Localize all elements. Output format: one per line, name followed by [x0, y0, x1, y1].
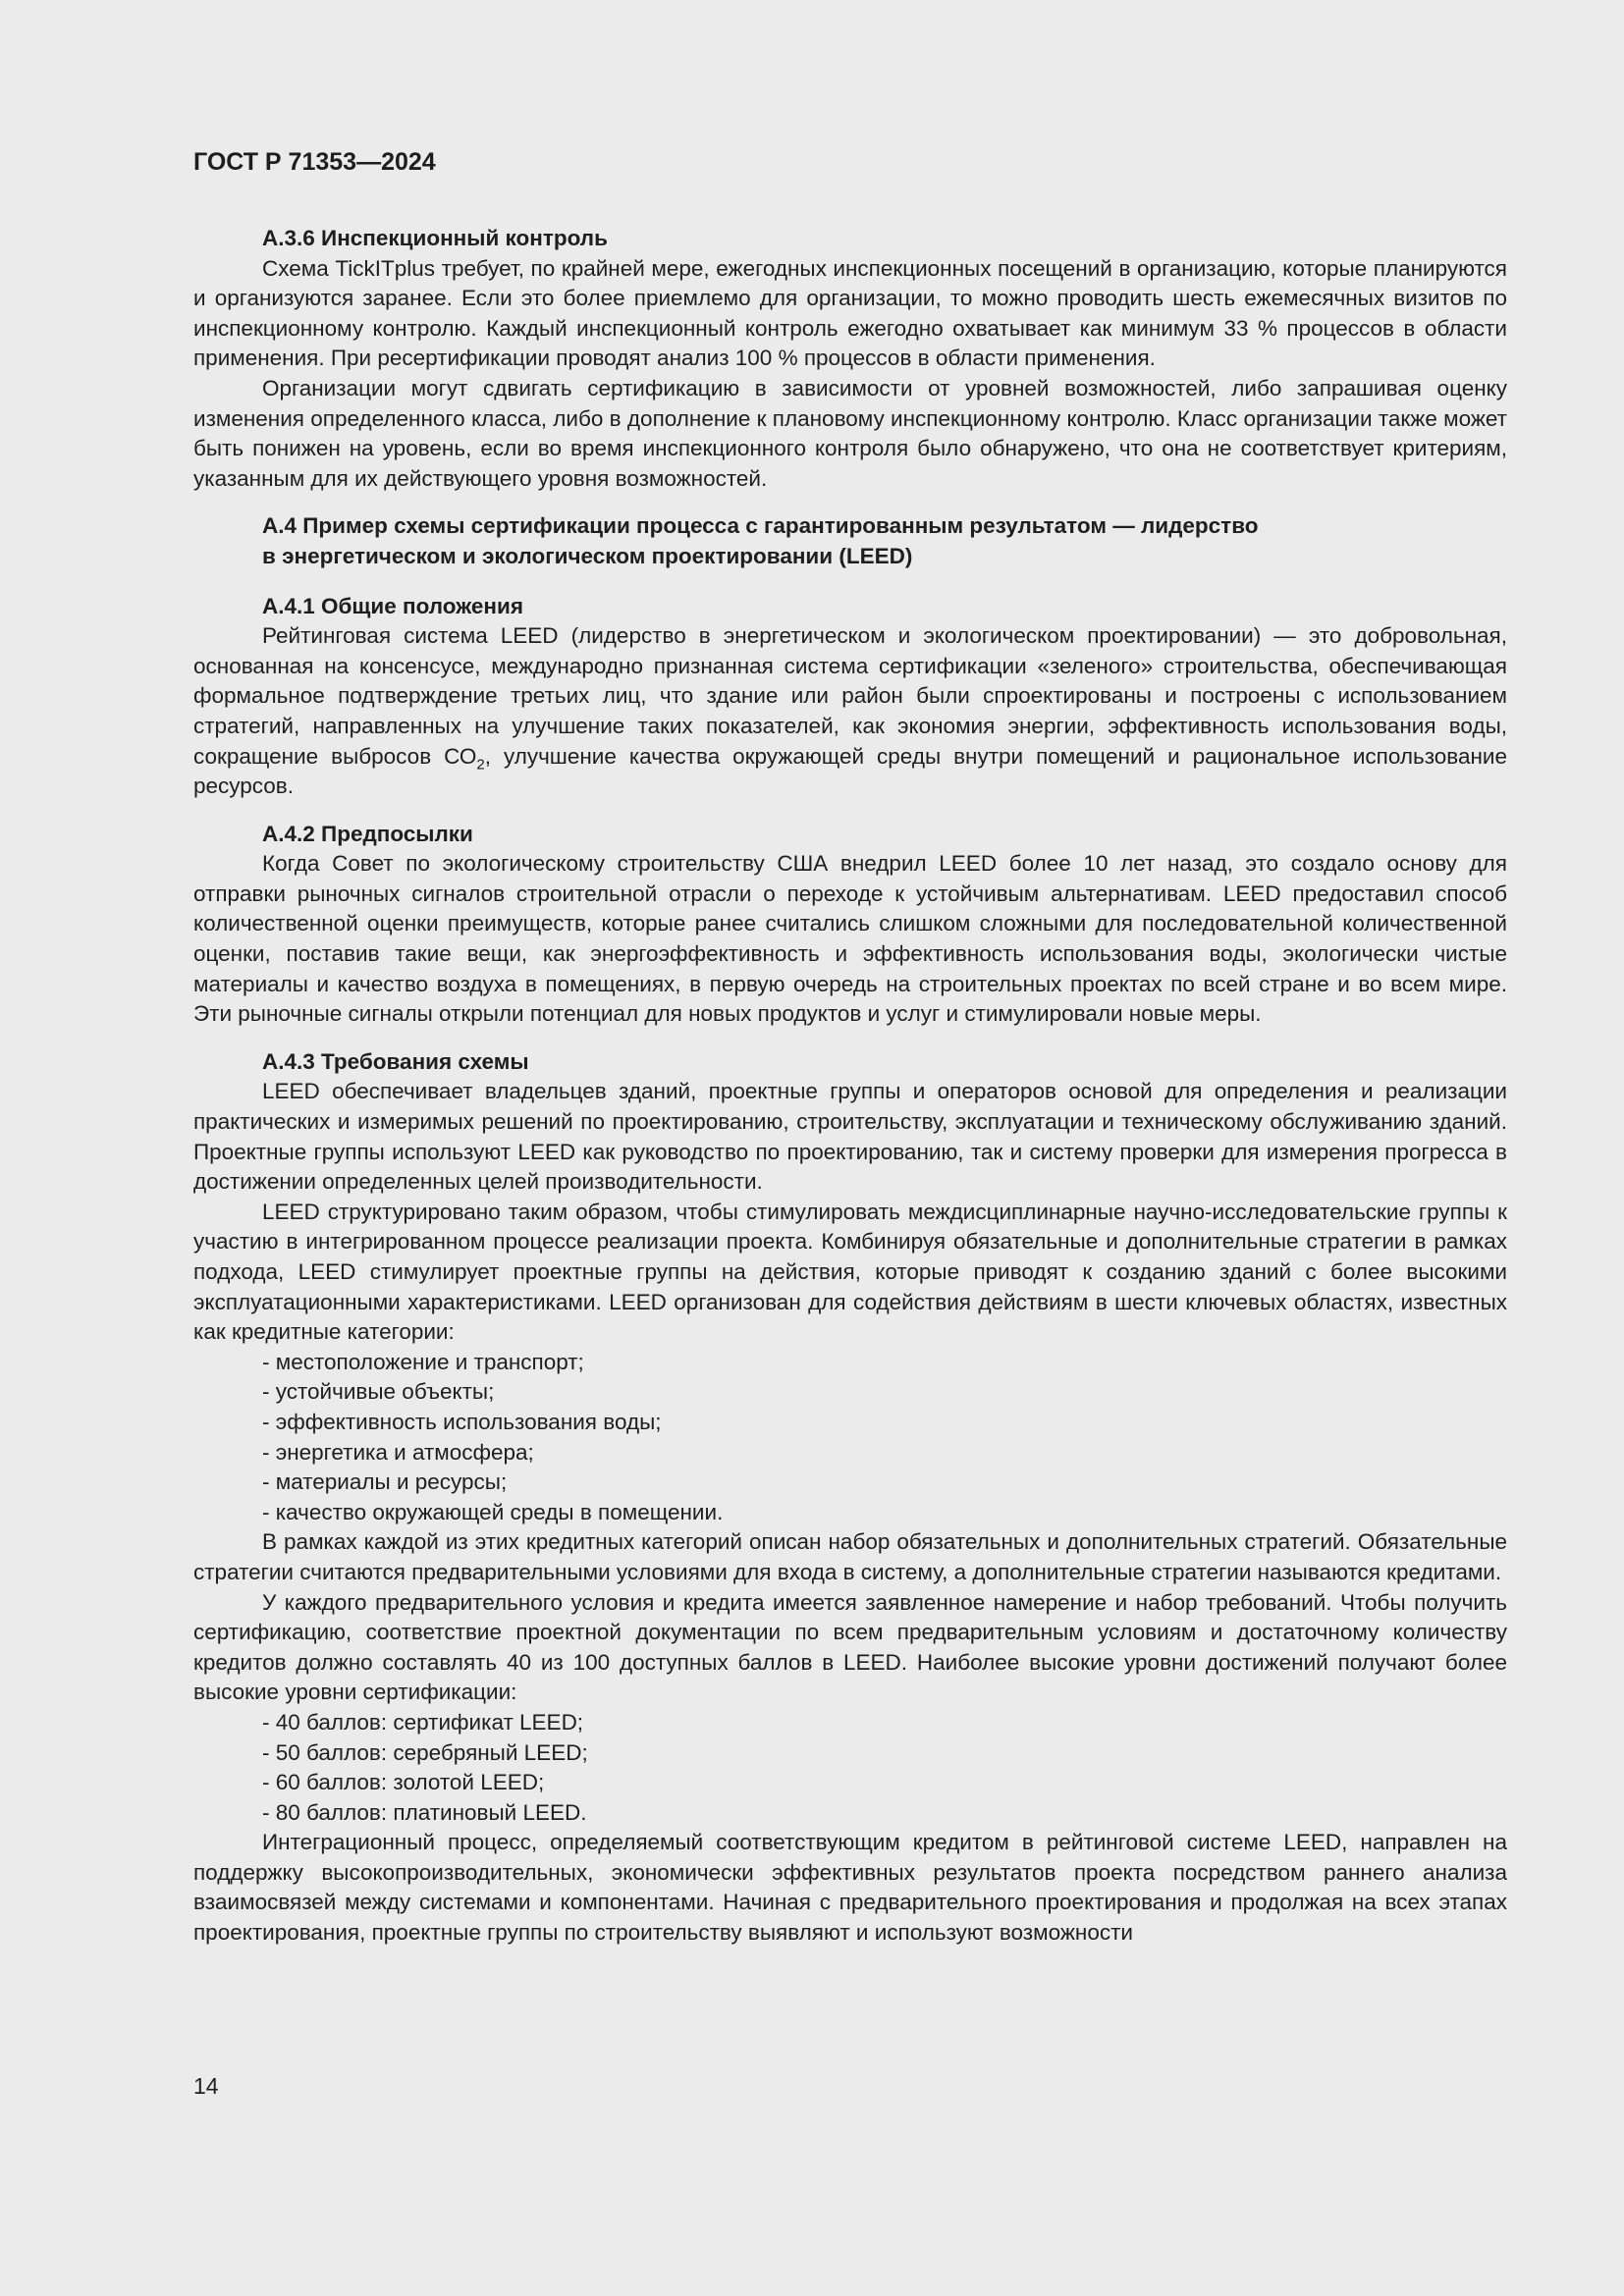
section-a4-title-line2: в энергетическом и экологическом проектировании (LEED)	[262, 543, 913, 568]
section-a4	[193, 511, 1507, 571]
list-item: - эффективность использования воды;	[262, 1409, 662, 1434]
paragraph-text: , улучшение качества окружающей среды внутри помещений и рациональное использование ресурсов.	[193, 743, 1507, 799]
list-item: - местоположение и транспорт;	[262, 1349, 584, 1374]
list-item: - 80 баллов: платиновый LEED.	[262, 1799, 587, 1825]
list-item: - 40 баллов: сертификат LEED;	[262, 1709, 584, 1735]
paragraph: Когда Совет по экологическому строительству США внедрил LEED более 10 лет назад, это создало основу для отправки рыночных сигналов строительной отрасли о переходе к устойчивым альтернативам. LEED предоставил способ количественной оценки преимуществ, которые ранее считались слишком сложными для последовательной количественной оценки, поставив такие вещи, как энергоэффективность и эффективность использования воды, экологически чистые материалы и качество воздуха в помещениях, в первую очередь на строительных проектах по всей стране и во всем мире. Эти рыночные сигналы открыли потенциал для новых продуктов и услуг и стимулировали новые меры.	[193, 851, 1507, 1027]
section-a41-title: А.4.1 Общие положения	[262, 593, 523, 618]
section-a42-title: А.4.2 Предпосылки	[262, 821, 473, 846]
section-a43	[193, 1047, 1507, 1949]
certification-levels-list	[193, 1708, 1507, 1828]
list-item: - материалы и ресурсы;	[262, 1469, 508, 1495]
paragraph: LEED обеспечивает владельцев зданий, проектные группы и операторов основой для определения и реализации практических и измеримых решений по проектированию, строительству, эксплуатации и техническому обслуживанию зданий. Проектные группы используют LEED как руководство по проектированию, так и систему проверки для измерения прогресса в достижении определенных целей производительности.	[193, 1079, 1507, 1195]
section-a43-title: А.4.3 Требования схемы	[262, 1048, 529, 1074]
page-number: 14	[193, 2073, 219, 2099]
subscript: 2	[476, 756, 485, 773]
list-item: - энергетика и атмосфера;	[262, 1439, 534, 1465]
list-item: - устойчивые объекты;	[262, 1379, 495, 1405]
list-item: - 60 баллов: золотой LEED;	[262, 1770, 545, 1795]
paragraph: У каждого предварительного условия и кредита имеется заявленное намерение и набор требований. Чтобы получить сертификацию, соответствие проектной документации по всем предварительным условиям и достаточному количеству кредитов должно составлять 40 из 100 доступных баллов в LEED. Наиболее высокие уровни достижений получают более высокие уровни сертификации:	[193, 1589, 1507, 1705]
paragraph: LEED структурировано таким образом, чтобы стимулировать междисциплинарные научно-исследовательские группы к участию в интегрированном процессе реализации проекта. Комбинируя обязательные и дополнительные стратегии в рамках подхода, LEED стимулирует проектные группы на действия, которые приводят к созданию зданий с более высокими эксплуатационными характеристиками. LEED организован для содействия действиям в шести ключевых областях, известных как кредитные категории:	[193, 1199, 1507, 1345]
credit-categories-list	[193, 1348, 1507, 1528]
document-page	[193, 147, 1507, 1966]
document-code-header: ГОСТ Р 71353—2024	[193, 148, 436, 176]
paragraph: Схема TickITplus требует, по крайней мере, ежегодных инспекционных посещений в организацию, которые планируются и организуются заранее. Если это более приемлемо для организации, то можно проводить шесть ежемесячных визитов по инспекционному контролю. Каждый инспекционный контроль ежегодно охватывает как минимум 33 % процессов в области применения. При ресертификации проводят анализ 100 % процессов в области применения.	[193, 255, 1507, 371]
section-a36	[193, 224, 1507, 494]
paragraph: Интеграционный процесс, определяемый соответствующим кредитом в рейтинговой системе LEED, направлен на поддержку высокопроизводительных, экономически эффективных результатов проекта посредством раннего анализа взаимосвязей между системами и компонентами. Начиная с предварительного проектирования и продолжая на всех этапах проектирования, проектные группы по строительству выявляют и используют возможности	[193, 1830, 1507, 1946]
section-a4-title-line1: А.4 Пример схемы сертификации процесса с гарантированным результатом — лидерство	[262, 513, 1259, 539]
paragraph-text: Рейтинговая система LEED (лидерство в энергетическом и экологическом проектировании) — это добровольная, основанная на консенсусе, международно признанная система сертификации «зеленого» строительства, обеспечивающая формальное подтверждение третьих лиц, что здание или район были спроектированы и построены с использованием стратегий, направленных на улучшение таких показателей, как экономия энергии, эффективность использования воды, сокращение выбросов СО	[193, 623, 1507, 769]
list-item: - 50 баллов: серебряный LEED;	[262, 1739, 588, 1765]
section-a36-title: А.3.6 Инспекционный контроль	[262, 226, 608, 250]
paragraph: Организации могут сдвигать сертификацию в зависимости от уровней возможностей, либо запрашивая оценку изменения определенного класса, либо в дополнение к плановому инспекционному контролю. Класс организации также может быть понижен на уровень, если во время инспекционного контроля было обнаружено, что она не соответствует критериям, указанным для их действующего уровня возможностей.	[193, 375, 1507, 491]
section-a42	[193, 820, 1507, 1030]
paragraph: В рамках каждой из этих кредитных категорий описан набор обязательных и дополнительных стратегий. Обязательные стратегии считаются предварительными условиями для входа в систему, а дополнительные стратегии называются кредитами.	[193, 1529, 1507, 1584]
section-a4-title	[193, 511, 1507, 571]
section-a41	[193, 592, 1507, 802]
list-item: - качество окружающей среды в помещении.	[262, 1499, 724, 1524]
paragraph	[193, 621, 1507, 802]
